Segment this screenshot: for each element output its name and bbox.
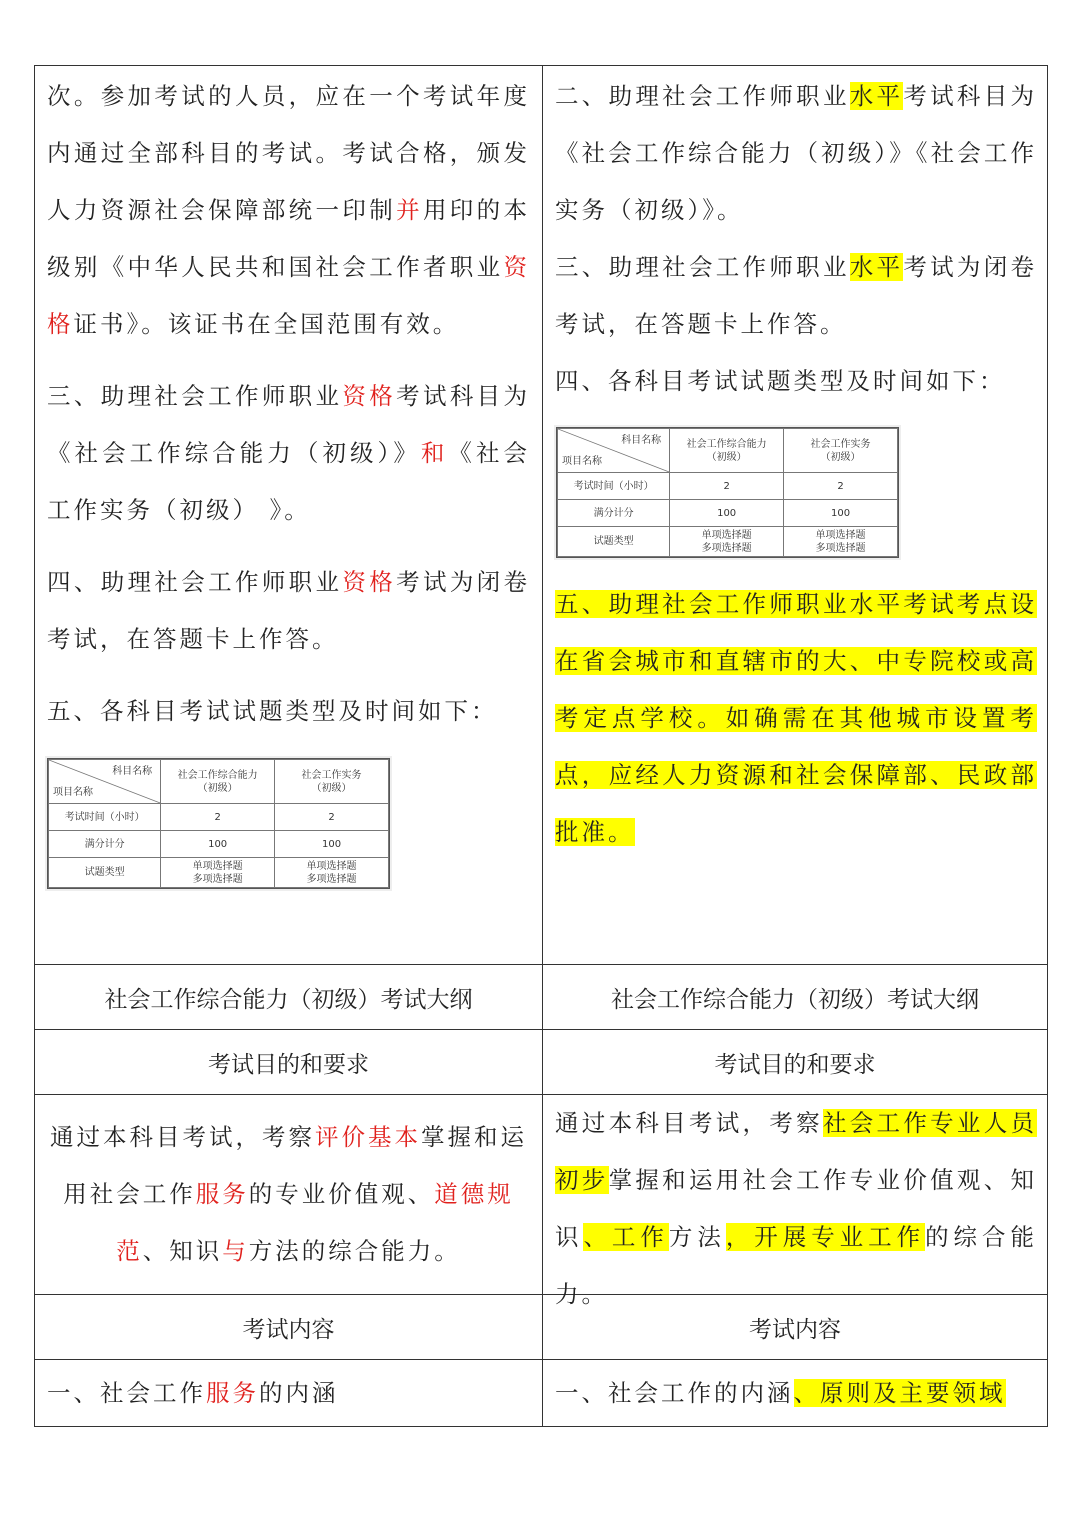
table-cell: 100	[784, 500, 898, 527]
right-purpose-text: 通过本科目考试，考察社会工作专业人员初步掌握和运用社会工作专业价值观、知识、工作方法，开展专业工作的综合能力。	[555, 1109, 1038, 1308]
row-label: 试题类型	[558, 527, 670, 557]
column-header: 社会工作综合能力 （初级）	[161, 760, 275, 804]
right-paragraph-2: 三、助理社会工作师职业水平考试为闭卷考试，在答题卡上作答。	[555, 253, 1038, 338]
left-outline-heading: 社会工作综合能力（初级）考试大纲	[104, 986, 473, 1013]
table-cell: 单项选择题 多项选择题	[275, 858, 389, 888]
left-content-title: 考试内容	[242, 1316, 335, 1343]
table-cell: 单项选择题 多项选择题	[784, 527, 898, 557]
right-exam-type-table	[556, 427, 899, 558]
left-exam-type-table	[47, 758, 390, 889]
right-paragraph-5: 五、助理社会工作师职业水平考试考点设在省会城市和直辖市的大、中专院校或高考定点学校。如确需在其他城市设置考点，应经人力资源和社会保障部、民政部批准。	[555, 590, 1037, 846]
table-cell: 100	[670, 500, 784, 527]
right-purpose-title: 考试目的和要求	[714, 1051, 876, 1078]
right-body-cell-lower	[543, 576, 1047, 861]
table-cell: 2	[161, 804, 275, 831]
right-body-cell	[543, 68, 1047, 410]
row-label: 试题类型	[49, 858, 161, 888]
table-cell: 2	[670, 473, 784, 500]
diagonal-header-cell: 科目名称 项目名称	[49, 760, 161, 804]
table-cell: 2	[784, 473, 898, 500]
table-cell: 单项选择题 多项选择题	[670, 527, 784, 557]
right-content-title: 考试内容	[749, 1316, 841, 1343]
left-content-item: 一、社会工作服务的内涵	[47, 1379, 339, 1407]
table-cell: 2	[275, 804, 389, 831]
column-header: 社会工作实务 （初级）	[784, 429, 898, 473]
left-paragraph-3: 四、助理社会工作师职业资格考试为闭卷考试，在答题卡上作答。	[47, 568, 531, 653]
left-purpose-title: 考试目的和要求	[208, 1051, 369, 1078]
right-paragraph-1: 二、助理社会工作师职业水平考试科目为《社会工作综合能力（初级）》《社会工作实务（初级）》。	[555, 82, 1038, 224]
left-paragraph-1: 次。参加考试的人员，应在一个考试年度内通过全部科目的考试。考试合格，颁发人力资源社会保障部统一印制并用印的本级别《中华人民共和国社会工作者职业资格证书》。该证书在全国范围有效。	[47, 82, 531, 338]
right-outline-heading: 社会工作综合能力（初级）考试大纲	[611, 986, 979, 1013]
left-paragraph-2: 三、助理社会工作师职业资格考试科目为《社会工作综合能力（初级）》和《社会工作实务（初级） 》。	[47, 382, 531, 524]
left-paragraph-4: 五、各科目考试试题类型及时间如下：	[47, 697, 498, 725]
row-label: 满分计分	[49, 831, 161, 858]
right-content-cell	[543, 1360, 1047, 1426]
column-header: 社会工作实务 （初级）	[275, 760, 389, 804]
right-purpose-cell	[543, 1095, 1047, 1308]
row-label: 考试时间（小时）	[558, 473, 670, 500]
left-body-cell	[35, 68, 542, 740]
table-cell: 单项选择题 多项选择题	[161, 858, 275, 888]
row-label: 考试时间（小时）	[49, 804, 161, 831]
left-purpose-text: 通过本科目考试，考察评价基本掌握和运用社会工作服务的专业价值观、道德规范、知识与方法的综合能力。	[50, 1123, 527, 1265]
comparison-table	[34, 65, 1048, 1427]
right-content-item: 一、社会工作的内涵、原则及主要领域	[555, 1379, 1006, 1407]
diagonal-header-cell: 科目名称 项目名称	[558, 429, 670, 473]
right-paragraph-3: 四、各科目考试试题类型及时间如下：	[555, 367, 1006, 395]
column-header: 社会工作综合能力 （初级）	[670, 429, 784, 473]
row-label: 满分计分	[558, 500, 670, 527]
left-purpose-cell	[35, 1095, 542, 1294]
left-content-cell	[35, 1360, 542, 1426]
table-cell: 100	[275, 831, 389, 858]
table-cell: 100	[161, 831, 275, 858]
